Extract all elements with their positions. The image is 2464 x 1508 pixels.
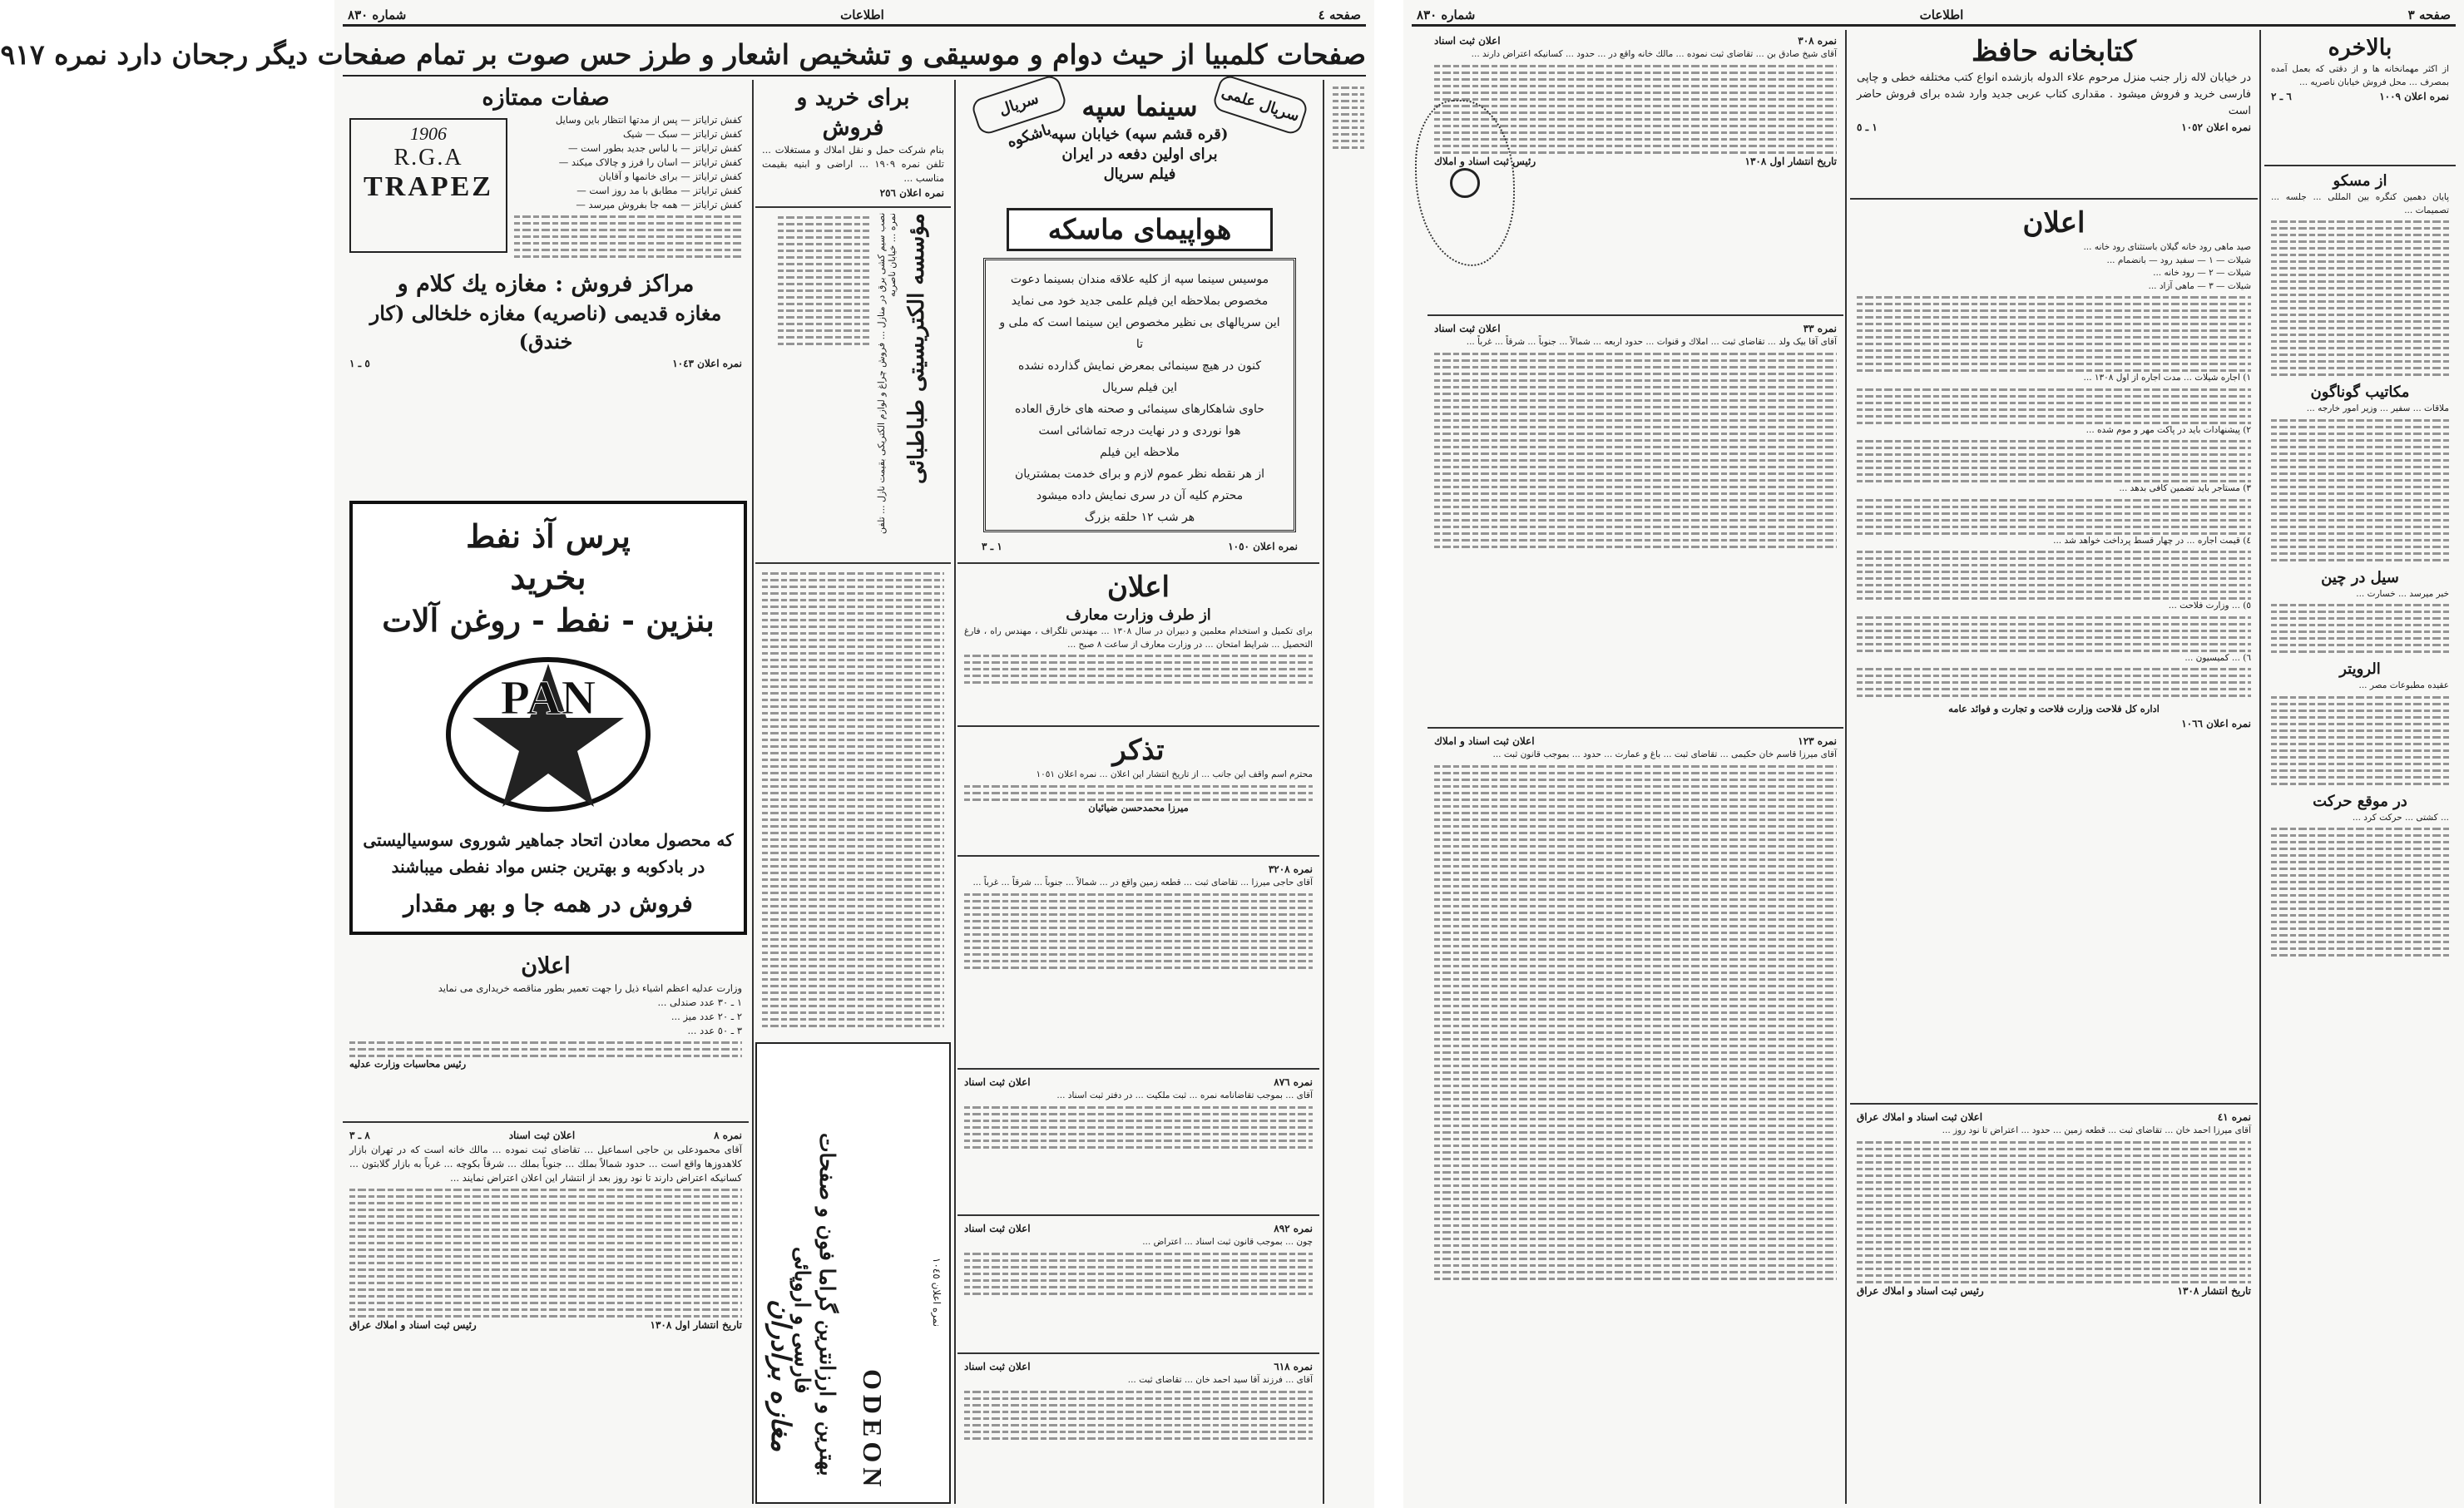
pan-sale: فروش در همه جا و بهر مقدار <box>403 890 693 917</box>
notice-body: آقای حاجی میرزا ... تقاضای ثبت ... قطعه زمین واقع در ... شمالاً ... جنوباً ... شرقاً ... غرباً ... <box>972 878 1313 887</box>
registration-notice <box>957 1218 1319 1351</box>
newspaper-name: اطلاعات <box>1919 7 1964 22</box>
ad-number: نمره اعلان ٢٥٦ <box>879 187 944 199</box>
notice-body: آقای محمودعلی بن حاجی اسماعیل ... تقاضای ثبت نموده ... مالك خانه است که در تهران بازار کلاهدوزها واقع است ... حدود شمالاً بملك ... جنوباً بملك ... شرقاً بکوچه ... غرباً به بازار گلابتون ... کسانیکه اعتراض دارند تا نود روز بعد از انتشار این اعلان اعتراض نمایند ... <box>349 1144 742 1184</box>
reminder-signature: میرزا محمدحسن ضیائیان <box>1088 801 1189 813</box>
pan-headline: پرس آذ نفط <box>466 517 631 555</box>
notice-header: نمره ٤١ اعلان ثبت اسناد و املاك عراق <box>1857 1111 2251 1123</box>
text-lines <box>514 212 742 258</box>
notice-title: اعلان <box>1107 571 1170 604</box>
notice-footer: تاریخ انتشار اول ١٣٠٨ رئیس ثبت اسناد و املاك <box>1434 155 1837 167</box>
notice-clause: ٢) پیشنهادات باید در پاکت مهر و موم شده ... <box>2085 424 2251 435</box>
news-body: خبر میرسد ... خسارت ... <box>2356 588 2449 599</box>
text-lines <box>964 651 1313 684</box>
cinema-address: (قره قشم سپه) خیابان سپه <box>1051 126 1229 143</box>
cinema-subtitle: برای اولین دفعه در ایران <box>1061 146 1218 163</box>
page-gutter <box>1374 0 1403 1508</box>
trapez-item: کفش ترایاتز — اسان را فرز و چالاک میکند — <box>558 156 742 168</box>
notice-footer: تاریخ انتشار ١٣٠٨ رئیس ثبت اسناد و املاك عراق <box>1857 1284 2251 1297</box>
text-lines <box>1434 762 1837 1280</box>
news-heading: الرویتر <box>2339 660 2381 678</box>
registration-notice <box>957 1071 1319 1213</box>
notice-clause: ٦) ... کمیسیون ... <box>2184 652 2251 663</box>
buy-sell-ad <box>755 80 951 205</box>
notice-header: نمره ٨٩٢ اعلان ثبت اسناد <box>964 1223 1313 1234</box>
film-label: فیلم سریال <box>1103 166 1176 183</box>
text-lines <box>2271 601 2449 653</box>
notice-header: نمره ٦١٨ اعلان ثبت اسناد <box>964 1361 1313 1372</box>
trapez-item: کفش ترایاتز — پس از مدتها انتظار باین وسایل <box>555 114 742 126</box>
stamp-right: سریال علمی <box>1211 73 1309 136</box>
ad-number: نمره اعلان ١٠٥٠ ١ ـ ٣ <box>982 541 1298 552</box>
news-heading: سیل در چین <box>2321 568 2399 586</box>
notice-subtitle: از طرف وزارت معارف <box>1066 606 1211 624</box>
notice-signature: اداره کل فلاحت وزارت فلاحت و تجارت و فوائد عامه <box>1948 703 2160 714</box>
news-body: ... کشتی ... حرکت کرد ... <box>2352 812 2449 823</box>
odeon-latin: ODEON <box>858 1368 888 1491</box>
text-lines <box>2271 693 2449 785</box>
notice-header: نمره ٨٧٦ اعلان ثبت اسناد <box>964 1076 1313 1088</box>
text-lines <box>1857 496 2251 535</box>
registration-notice <box>1427 730 1843 1504</box>
trapez-title: صفات ممتازه <box>482 85 610 111</box>
text-lines <box>964 1103 1313 1149</box>
cinema-line: ملاحظه این فیلم <box>1100 446 1180 459</box>
reminder-body: محترم اسم واقف این جانب ... از تاریخ انتشار این اعلان ... نمره اعلان ١٠٥١ <box>1036 769 1313 779</box>
newspaper-name: اطلاعات <box>840 7 884 22</box>
issue-number: شماره ٨٣٠ <box>1417 7 1476 22</box>
cinema-line: مخصوص بملاحظه این فیلم علمی جدید خود می نماید <box>1011 294 1269 308</box>
odeon-persian: بهترین و ارزانترین گراما فون و صفحات <box>815 1133 839 1476</box>
text-lines <box>964 890 1313 969</box>
news-body: عقیده مطبوعات مصر ... <box>2358 680 2449 690</box>
notice-header: نمره ٣٠٨ اعلان ثبت اسناد <box>1434 35 1837 47</box>
education-ministry-notice <box>957 566 1319 724</box>
edge-column <box>1326 80 1371 1504</box>
trapez-item: کفش ترایاتز — مطابق با مد روز است — <box>576 185 742 196</box>
text-lines <box>1857 1138 2251 1283</box>
text-lines <box>762 569 944 1027</box>
text-lines <box>1857 665 2251 697</box>
running-header-right <box>1412 5 2456 27</box>
text-lines <box>1857 437 2251 482</box>
text-lines <box>1434 349 1837 548</box>
notice-row: ٣ ـ ٥٠ عدد ... <box>687 1025 742 1036</box>
notice-row: شیلات — ٣ — ماهی آزاد ... <box>2148 280 2251 291</box>
sales-centers-title: مراکز فروش : مغازه یك كلام و <box>397 271 695 297</box>
ad-body: از اکثر مهمانخانه ها و از دقتی که بعمل آمده بمصرف ... محل فروش خیابان ناصریه ... <box>2271 64 2449 87</box>
news-heading: مکاتیب گوناگون <box>2310 383 2410 401</box>
cinema-line: موسیس سینما سپه از کلیه علاقه مندان بسینما دعوت <box>1010 273 1269 286</box>
ad-number: نمره اعلان ١٠٤٣ ٥ ـ ١ <box>349 358 742 369</box>
notice-row: شیلات — ٢ — رود خانه ... <box>2153 268 2251 278</box>
news-body: پایان دهمین کنگره بین المللی ... جلسه ... تصمیمات ... <box>2271 192 2449 215</box>
trapez-item: کفش ترایاتز — با لباس جدید بطور است — <box>567 142 742 154</box>
newspaper-page-right <box>1403 0 2464 1508</box>
reminder-title: تذکر <box>1112 734 1165 767</box>
text-lines <box>778 213 869 556</box>
issue-number: شماره ٨٣٠ <box>348 7 407 22</box>
notice-title: اعلان <box>521 953 571 979</box>
seal-icon <box>1450 168 1480 198</box>
notice-body: برای تکمیل و استخدام معلمین و دبیران در سال ١٣٠٨ ... مهندس تلگراف ، مهندس راه ، فارغ التحصیل ... شرایط امتحان ... در وزارت معارف از ساعت ٨ صبح ... <box>964 626 1313 650</box>
news-heading: در موقع حرکت <box>2313 792 2407 810</box>
cinema-line: هوا نوردی و در نهایت درجه تماشائی است <box>1038 424 1241 438</box>
text-lines <box>2271 824 2449 957</box>
registration-notice <box>957 858 1319 1066</box>
page-number: صفحه ٤ <box>1318 7 1361 22</box>
rga-trapez-logo <box>349 118 507 253</box>
notice-clause: ١) اجاره شیلات ... مدت اجاره از اول ١٣٠٨ ... <box>2083 373 2251 383</box>
registration-notice <box>1427 318 1843 725</box>
news-heading: از مسکو <box>2333 172 2387 190</box>
cinema-line: این فیلم سریال <box>1101 381 1177 394</box>
text-lines <box>1857 613 2251 652</box>
library-title: کتابخانه حافظ <box>1971 35 2136 68</box>
cinema-line: این سریالهای بی نظیر مخصوص این سینما است که ملی و تا <box>999 316 1280 351</box>
bal-akhareh-ad <box>2264 30 2456 163</box>
cinema-sepah-ad <box>973 83 1306 557</box>
notice-footer: تاریخ انتشار اول ١٣٠٨ رئیس ثبت اسناد و املاك عراق <box>349 1319 742 1331</box>
pan-buy: بخرید <box>510 558 586 597</box>
text-lines <box>349 1038 742 1057</box>
sales-centers-line: مغازه قدیمی (ناصریه) مغازه خلخالی (کار خندق) <box>369 301 722 354</box>
notice-signature: رئیس محاسبات وزارت عدلیه <box>349 1058 467 1070</box>
trapez-item: کفش ترایاتز — همه جا بفروش میرسد — <box>576 199 742 210</box>
text-lines <box>1333 83 1364 149</box>
pan-logo-text: PAN <box>500 670 596 724</box>
buy-sell-title: برای خرید و فروش <box>796 85 910 141</box>
notice-body: آقای شیخ صادق بن ... تقاضای ثبت نموده ... مالك خانه واقع در ... حدود ... کسانیکه اعتراض دارند ... <box>1471 49 1837 59</box>
news-body: ملاقات ... سفیر ... وزیر امور خارجه ... <box>2306 403 2449 413</box>
notice-body: آقای میرزا قاسم خان حکیمی ... تقاضای ثبت ... باغ و عمارت ... حدود ... بموجب قانون ثبت ... <box>1492 749 1837 759</box>
ad-number: نمره اعلان ١٠٥٢ ١ ـ ٥ <box>1857 121 2251 133</box>
pan-quality: در بادکوبه و بهترین جنس مواد نفطی میباشند <box>391 857 705 877</box>
notice-body: آقای آقا بیک ولد ... تقاضای ثبت ... املاك و قنوات ... حدود اربعه ... شمالاً ... جنوباً ... شرقاً ... غرباً ... <box>1466 337 1837 347</box>
notice-body: آقای ... بموجب تقاضانامه نمره ... ثبت ملکیت ... در دفتر ثبت اسناد ... <box>1056 1090 1313 1100</box>
text-lines <box>2271 416 2449 561</box>
rotated-notices <box>755 566 951 1031</box>
registration-notice-left <box>343 1125 749 1503</box>
text-lines <box>964 1387 1313 1440</box>
pan-oil-ad <box>349 501 747 935</box>
notice-title: اعلان <box>2022 206 2085 240</box>
text-lines <box>964 1249 1313 1295</box>
notice-header: نمره ٨ اعلان ثبت اسناد ٨ ـ ٣ <box>349 1130 742 1141</box>
notice-body: آقای میرزا احمد خان ... تقاضای ثبت ... قطعه زمین ... حدود ... اعتراض تا نود روز ... <box>1942 1125 2251 1135</box>
trapez-item: کفش ترایاتز — برای خانمها و آقایان <box>598 171 742 182</box>
odeon-persian-2: فارسی و اروپائی <box>790 1246 814 1393</box>
text-lines <box>1857 293 2251 372</box>
text-lines <box>1857 547 2251 600</box>
trapez-shoe-ad <box>343 80 749 496</box>
ad-number: نمره اعلان ١٠٤٥ <box>931 1257 943 1327</box>
rga-year: 1906 <box>410 123 447 144</box>
electric-title: مؤسسه الکتریسیتی طباطبائی <box>903 213 929 484</box>
stamp-left: سریال باشکوه <box>970 73 1068 136</box>
pan-origin: که محصول معادن اتحاد جماهیر شوروی سوسیالیستی <box>363 830 734 850</box>
justice-ministry-notice <box>343 948 749 1115</box>
notice-header: نمره ٣٣ اعلان ثبت اسناد <box>1434 323 1837 334</box>
notice-intro: صید ماهی رود خانه گیلان باستثنای رود خانه ... <box>2083 242 2251 252</box>
cinema-line: هر شب ١٢ حلقه بزرگ <box>1084 511 1195 524</box>
cinema-line: محترم کلیه آن در سری نمایش داده میشود <box>1036 489 1244 502</box>
pan-products: بنزین - نفط - روغن آلات <box>382 601 715 639</box>
cinema-body-box <box>983 258 1296 532</box>
trapez-item: کفش ترایاتز — سبک — شیک <box>622 128 742 140</box>
odeon-gramophone-ad <box>755 1042 951 1504</box>
rga-brand: R.G.A <box>393 145 463 171</box>
columbia-banner-ad: صفحات کلمبیا از حیث دوام و موسیقی و تشخیص اشعار و طرز حس صوت بر تمام صفحات دیگر رجحان دارد نمره ٩١٧ <box>343 33 1366 77</box>
news-column <box>2264 168 2456 1504</box>
notice-number: نمره ٣٢٠٨ <box>1268 863 1313 875</box>
notice-row: شیلات — ١ — سفید رود — بانضمام ... <box>2106 255 2251 265</box>
notice-body: چون ... بموجب قانون ثبت اسناد ... اعتراض ... <box>1142 1237 1313 1247</box>
cinema-name: سینما سپه <box>1081 91 1198 122</box>
reminder-notice <box>957 729 1319 853</box>
rga-name: TRAPEZ <box>364 171 493 202</box>
page-number: صفحه ٣ <box>2407 7 2451 22</box>
ad-number: نمره اعلان ١٠٠٩ ٦ ـ ٢ <box>2271 91 2449 102</box>
electric-company-ad <box>755 210 951 559</box>
notice-row: ١ ـ ٣٠ عدد صندلی ... <box>657 996 742 1008</box>
cinema-line: حاوی شاهکارهای سینمائی و صحنه های خارق العاده <box>1015 403 1264 416</box>
notice-clause: ٤) قیمت اجاره ... در چهار قسط پرداخت خواهد شد ... <box>2053 535 2251 546</box>
notice-body: آقای ... فرزند آقا سید احمد خان ... تقاضای ثبت ... <box>1127 1375 1313 1385</box>
buy-sell-body: بنام شرکت حمل و نقل املاك و مستغلات ... تلفن نمره ١٩٠٩ ... اراضی و ابنیه بقیمت مناسب ... <box>762 144 944 184</box>
cinema-line: از هر نقطه نظر عموم لازم و برای خدمت بمشتریان <box>1015 467 1264 481</box>
registration-notice <box>957 1356 1319 1504</box>
library-body: در خیابان لاله زار جنب منزل مرحوم علاء الدوله بازشده انواع کتب مختلفه خطی و چاپی فارسی خرید و فروش میشود . مقداری کتاب عربی جدید وارد شده برای فروش حاضر است <box>1857 72 2251 117</box>
text-lines <box>349 1185 742 1318</box>
notice-intro: وزارت عدلیه اعظم اشیاء ذیل را جهت تعمیر بطور مناقصه خریداری می نماید <box>438 982 742 994</box>
notice-row: ٢ ـ ٢٠ عدد میز ... <box>670 1011 742 1022</box>
notice-clause: ٥) ... وزارت فلاحت ... <box>2168 601 2251 611</box>
registration-notice-arak <box>1850 1106 2258 1504</box>
notice-header: نمره ١٢٣ اعلان ثبت اسناد و املاك <box>1434 735 1837 747</box>
text-lines <box>964 782 1313 801</box>
odeon-signature: مغازه برادران <box>765 1298 797 1451</box>
ad-title: بالاخره <box>2328 35 2392 61</box>
text-lines <box>1857 385 2251 424</box>
cinema-line: کنون در هیچ سینمائی بمعرض نمایش گذارده نشده <box>1018 359 1261 373</box>
hafez-library-ad <box>1850 30 2258 196</box>
running-header-left <box>343 5 1366 27</box>
pan-star-logo-icon <box>436 647 661 822</box>
text-lines <box>2271 217 2449 376</box>
ad-number: نمره اعلان ١٠٦٦ <box>2181 718 2251 729</box>
fisheries-lease-notice <box>1850 201 2258 1100</box>
electric-body: نصب سیم کشی برق در منازل ... فروش چراغ و لوازم الکتریکی بقیمت نازل ... تلفن نمره ... خیابان ناصریه <box>875 213 898 535</box>
notice-clause: ٣) مستاجر باید تضمین کافی بدهد ... <box>2119 483 2251 493</box>
film-title: هواپیمای ماسکه <box>1007 208 1273 251</box>
